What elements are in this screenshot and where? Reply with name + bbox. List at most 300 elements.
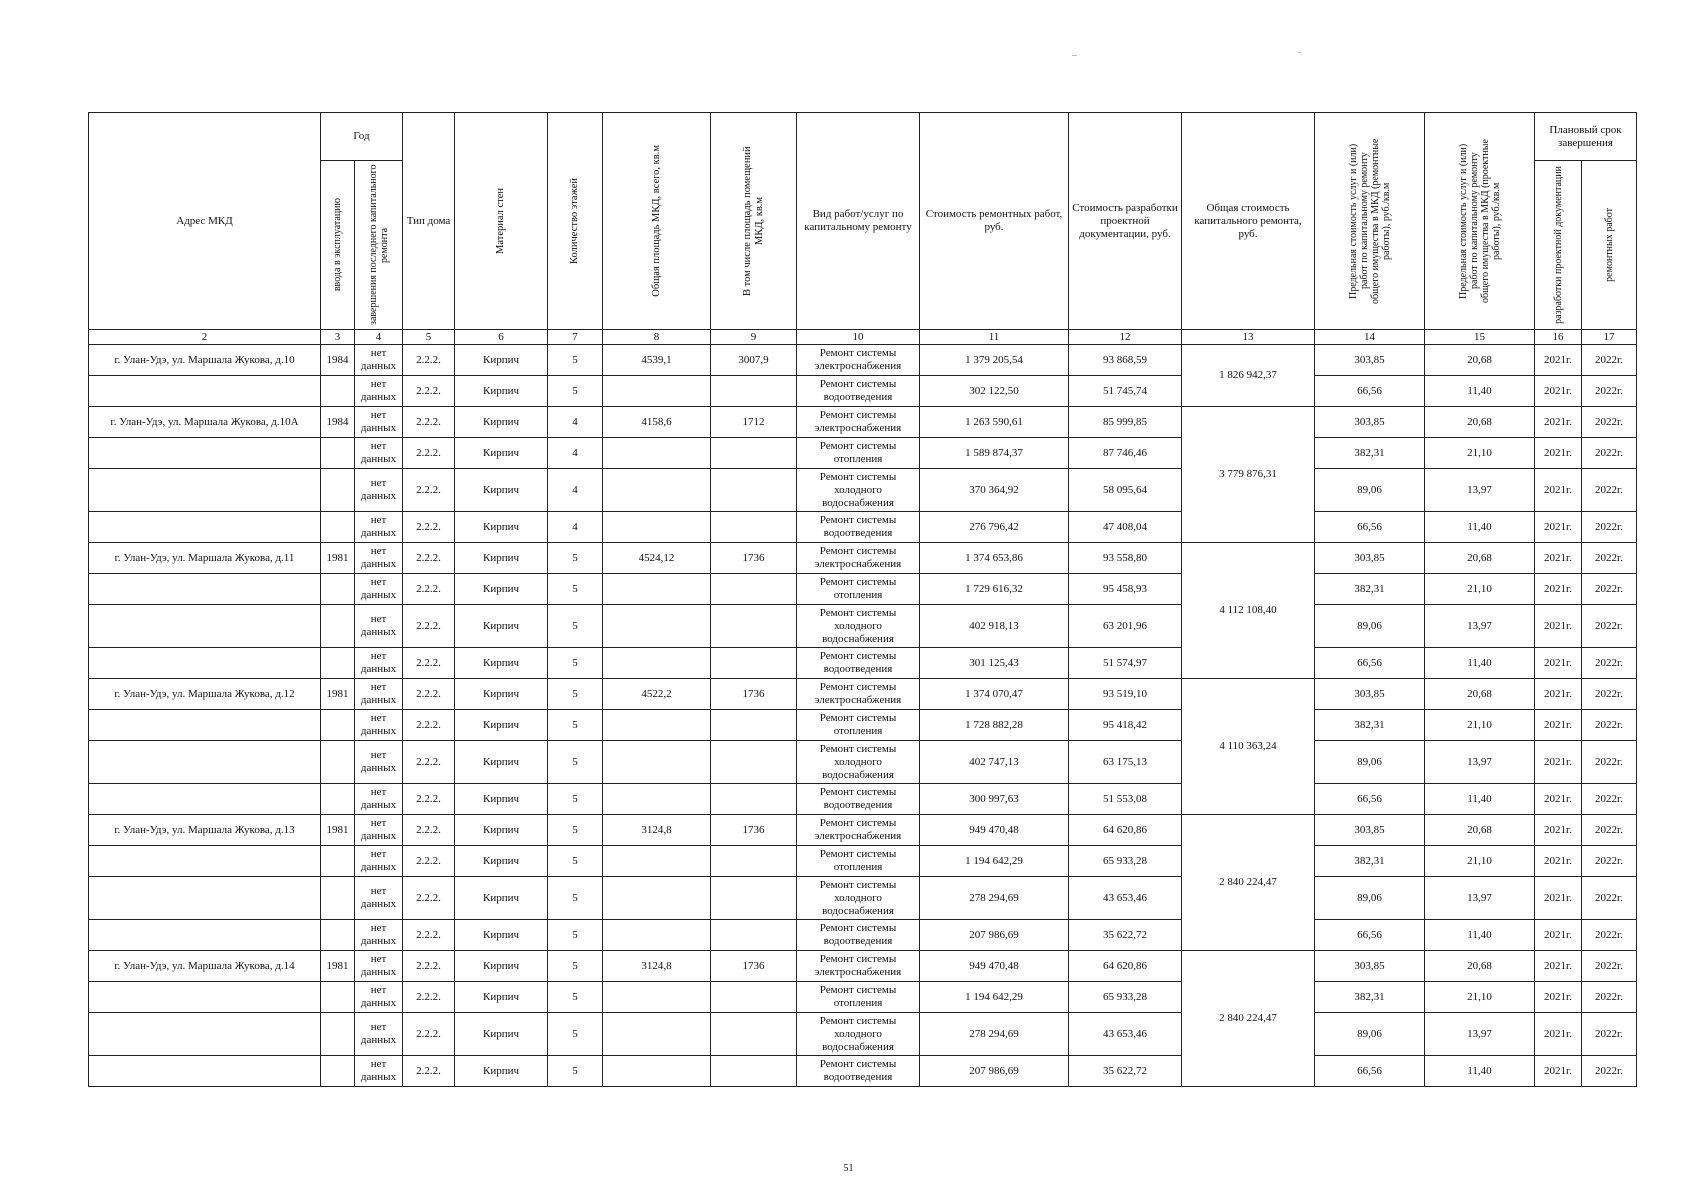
last-repair-cell: нет данных	[355, 543, 403, 574]
area-total-cell	[603, 846, 711, 877]
wall-material-cell: Кирпич	[455, 679, 548, 710]
limit-repair-cell: 66,56	[1315, 512, 1425, 543]
limit-project-cell: 11,40	[1425, 920, 1535, 951]
area-premises-cell	[711, 648, 797, 679]
area-premises-cell	[711, 574, 797, 605]
column-number: 7	[548, 330, 603, 345]
table-row	[89, 512, 1637, 543]
last-repair-cell: нет данных	[355, 1056, 403, 1087]
limit-repair-cell: 66,56	[1315, 920, 1425, 951]
area-total-cell	[603, 574, 711, 605]
deadline-project-cell: 2021г.	[1535, 846, 1582, 877]
work-type-cell: Ремонт системы отопления	[797, 438, 920, 469]
deadline-project-cell: 2021г.	[1535, 605, 1582, 648]
limit-project-cell: 13,97	[1425, 469, 1535, 512]
area-total-cell	[603, 877, 711, 920]
floors-cell: 5	[548, 605, 603, 648]
project-cost-cell: 35 622,72	[1069, 920, 1182, 951]
project-cost-cell: 93 868,59	[1069, 345, 1182, 376]
limit-repair-cell: 66,56	[1315, 1056, 1425, 1087]
table-row	[89, 679, 1637, 710]
area-total-cell: 4158,6	[603, 407, 711, 438]
area-total-cell	[603, 438, 711, 469]
deadline-project-cell: 2021г.	[1535, 1056, 1582, 1087]
area-total-cell	[603, 1013, 711, 1056]
column-number: 16	[1535, 330, 1582, 345]
deadline-repair-cell: 2022г.	[1582, 648, 1637, 679]
deadline-repair-cell: 2022г.	[1582, 741, 1637, 784]
deadline-repair-cell: 2022г.	[1582, 512, 1637, 543]
area-total-cell: 4524,12	[603, 543, 711, 574]
year-built-cell	[321, 741, 355, 784]
deadline-project-cell: 2021г.	[1535, 920, 1582, 951]
house-type-cell: 2.2.2.	[403, 512, 455, 543]
repair-cost-cell: 949 470,48	[920, 815, 1069, 846]
repair-register-table	[88, 112, 1637, 1087]
address-cell	[89, 512, 321, 543]
deadline-project-cell: 2021г.	[1535, 438, 1582, 469]
address-cell: г. Улан-Удэ, ул. Маршала Жукова, д.10А	[89, 407, 321, 438]
area-total-cell	[603, 512, 711, 543]
last-repair-cell: нет данных	[355, 815, 403, 846]
last-repair-cell: нет данных	[355, 345, 403, 376]
table-row	[89, 951, 1637, 982]
year-built-cell	[321, 1013, 355, 1056]
wall-material-cell: Кирпич	[455, 741, 548, 784]
total-cost-cell: 4 112 108,40	[1182, 543, 1315, 679]
deadline-project-cell: 2021г.	[1535, 345, 1582, 376]
deadline-repair-cell: 2022г.	[1582, 846, 1637, 877]
limit-project-cell: 20,68	[1425, 679, 1535, 710]
house-type-cell: 2.2.2.	[403, 1013, 455, 1056]
wall-material-cell: Кирпич	[455, 574, 548, 605]
repair-cost-cell: 1 379 205,54	[920, 345, 1069, 376]
address-cell	[89, 741, 321, 784]
work-type-cell: Ремонт системы отопления	[797, 574, 920, 605]
header-work-type: Вид работ/услуг по капитальному ремонту	[797, 113, 920, 330]
deadline-repair-cell: 2022г.	[1582, 469, 1637, 512]
address-cell: г. Улан-Удэ, ул. Маршала Жукова, д.11	[89, 543, 321, 574]
table-row	[89, 846, 1637, 877]
deadline-repair-cell: 2022г.	[1582, 982, 1637, 1013]
area-total-cell	[603, 376, 711, 407]
table-row	[89, 469, 1637, 512]
house-type-cell: 2.2.2.	[403, 846, 455, 877]
table-row	[89, 920, 1637, 951]
deadline-repair-cell: 2022г.	[1582, 574, 1637, 605]
house-type-cell: 2.2.2.	[403, 815, 455, 846]
limit-project-cell: 20,68	[1425, 951, 1535, 982]
wall-material-cell: Кирпич	[455, 982, 548, 1013]
wall-material-cell: Кирпич	[455, 815, 548, 846]
column-number: 14	[1315, 330, 1425, 345]
year-built-cell	[321, 877, 355, 920]
repair-cost-cell: 402 747,13	[920, 741, 1069, 784]
column-number: 15	[1425, 330, 1535, 345]
repair-cost-cell: 1 589 874,37	[920, 438, 1069, 469]
work-type-cell: Ремонт системы электроснабжения	[797, 815, 920, 846]
repair-cost-cell: 1 374 653,86	[920, 543, 1069, 574]
floors-cell: 5	[548, 710, 603, 741]
floors-cell: 5	[548, 574, 603, 605]
house-type-cell: 2.2.2.	[403, 982, 455, 1013]
last-repair-cell: нет данных	[355, 438, 403, 469]
deadline-project-cell: 2021г.	[1535, 376, 1582, 407]
repair-cost-cell: 402 918,13	[920, 605, 1069, 648]
area-total-cell	[603, 982, 711, 1013]
year-built-cell: 1981	[321, 543, 355, 574]
area-total-cell: 3124,8	[603, 951, 711, 982]
wall-material-cell: Кирпич	[455, 710, 548, 741]
header-address: Адрес МКД	[89, 113, 321, 330]
floors-cell: 5	[548, 920, 603, 951]
column-number: 11	[920, 330, 1069, 345]
last-repair-cell: нет данных	[355, 710, 403, 741]
wall-material-cell: Кирпич	[455, 877, 548, 920]
limit-repair-cell: 303,85	[1315, 543, 1425, 574]
area-total-cell: 3124,8	[603, 815, 711, 846]
wall-material-cell: Кирпич	[455, 376, 548, 407]
year-built-cell	[321, 438, 355, 469]
column-number: 9	[711, 330, 797, 345]
area-total-cell	[603, 648, 711, 679]
repair-cost-cell: 276 796,42	[920, 512, 1069, 543]
project-cost-cell: 63 201,96	[1069, 605, 1182, 648]
house-type-cell: 2.2.2.	[403, 407, 455, 438]
floors-cell: 5	[548, 815, 603, 846]
project-cost-cell: 85 999,85	[1069, 407, 1182, 438]
header-repair-cost: Стоимость ремонтных работ, руб.	[920, 113, 1069, 330]
project-cost-cell: 51 553,08	[1069, 784, 1182, 815]
last-repair-cell: нет данных	[355, 574, 403, 605]
floors-cell: 5	[548, 846, 603, 877]
area-premises-cell	[711, 741, 797, 784]
limit-repair-cell: 66,56	[1315, 784, 1425, 815]
area-total-cell	[603, 469, 711, 512]
year-built-cell	[321, 469, 355, 512]
limit-repair-cell: 89,06	[1315, 605, 1425, 648]
address-cell	[89, 574, 321, 605]
table-row	[89, 710, 1637, 741]
table-row	[89, 605, 1637, 648]
deadline-project-cell: 2021г.	[1535, 784, 1582, 815]
repair-cost-cell: 278 294,69	[920, 877, 1069, 920]
area-total-cell	[603, 784, 711, 815]
house-type-cell: 2.2.2.	[403, 574, 455, 605]
wall-material-cell: Кирпич	[455, 1056, 548, 1087]
area-premises-cell	[711, 784, 797, 815]
floors-cell: 5	[548, 376, 603, 407]
floors-cell: 5	[548, 784, 603, 815]
floors-cell: 4	[548, 469, 603, 512]
house-type-cell: 2.2.2.	[403, 469, 455, 512]
limit-project-cell: 11,40	[1425, 376, 1535, 407]
last-repair-cell: нет данных	[355, 679, 403, 710]
deadline-repair-cell: 2022г.	[1582, 877, 1637, 920]
address-cell	[89, 469, 321, 512]
header-floors-text: Количество этажей	[569, 178, 580, 264]
header-area-premises-text: В том числе площадь помещений МКД, кв.м	[741, 146, 765, 296]
work-type-cell: Ремонт системы водоотведения	[797, 1056, 920, 1087]
project-cost-cell: 43 653,46	[1069, 877, 1182, 920]
last-repair-cell: нет данных	[355, 512, 403, 543]
limit-project-cell: 13,97	[1425, 1013, 1535, 1056]
limit-repair-cell: 89,06	[1315, 1013, 1425, 1056]
deadline-repair-cell: 2022г.	[1582, 710, 1637, 741]
wall-material-cell: Кирпич	[455, 605, 548, 648]
address-cell	[89, 1056, 321, 1087]
deadline-project-cell: 2021г.	[1535, 407, 1582, 438]
header-wall-material	[455, 113, 548, 330]
column-number: 13	[1182, 330, 1315, 345]
floors-cell: 5	[548, 679, 603, 710]
limit-repair-cell: 303,85	[1315, 679, 1425, 710]
repair-cost-cell: 1 194 642,29	[920, 846, 1069, 877]
year-built-cell	[321, 605, 355, 648]
deadline-project-cell: 2021г.	[1535, 815, 1582, 846]
year-built-cell: 1984	[321, 345, 355, 376]
header-total-cost: Общая стоимость капитального ремонта, руб.	[1182, 113, 1315, 330]
table-row	[89, 345, 1637, 376]
area-premises-cell	[711, 438, 797, 469]
house-type-cell: 2.2.2.	[403, 648, 455, 679]
limit-repair-cell: 303,85	[1315, 407, 1425, 438]
total-cost-cell: 3 779 876,31	[1182, 407, 1315, 543]
last-repair-cell: нет данных	[355, 605, 403, 648]
wall-material-cell: Кирпич	[455, 543, 548, 574]
limit-project-cell: 21,10	[1425, 710, 1535, 741]
address-cell	[89, 1013, 321, 1056]
address-cell	[89, 648, 321, 679]
area-premises-cell	[711, 376, 797, 407]
area-premises-cell	[711, 605, 797, 648]
repair-cost-cell: 300 997,63	[920, 784, 1069, 815]
floors-cell: 4	[548, 438, 603, 469]
address-cell	[89, 376, 321, 407]
header-deadline-repair-text: ремонтных работ	[1603, 208, 1615, 282]
wall-material-cell: Кирпич	[455, 407, 548, 438]
limit-project-cell: 21,10	[1425, 438, 1535, 469]
limit-project-cell: 13,97	[1425, 877, 1535, 920]
wall-material-cell: Кирпич	[455, 846, 548, 877]
area-premises-cell: 1736	[711, 951, 797, 982]
wall-material-cell: Кирпич	[455, 512, 548, 543]
repair-cost-cell: 949 470,48	[920, 951, 1069, 982]
deadline-project-cell: 2021г.	[1535, 982, 1582, 1013]
table-row	[89, 407, 1637, 438]
project-cost-cell: 65 933,28	[1069, 846, 1182, 877]
column-number-row	[89, 330, 1637, 345]
year-built-cell	[321, 710, 355, 741]
last-repair-cell: нет данных	[355, 469, 403, 512]
deadline-project-cell: 2021г.	[1535, 1013, 1582, 1056]
limit-project-cell: 11,40	[1425, 1056, 1535, 1087]
area-premises-cell: 1736	[711, 543, 797, 574]
area-premises-cell	[711, 1056, 797, 1087]
house-type-cell: 2.2.2.	[403, 438, 455, 469]
year-built-cell: 1984	[321, 407, 355, 438]
year-built-cell: 1981	[321, 951, 355, 982]
project-cost-cell: 51 574,97	[1069, 648, 1182, 679]
address-cell	[89, 846, 321, 877]
year-built-cell	[321, 920, 355, 951]
repair-cost-cell: 302 122,50	[920, 376, 1069, 407]
last-repair-cell: нет данных	[355, 1013, 403, 1056]
deadline-project-cell: 2021г.	[1535, 877, 1582, 920]
address-cell	[89, 784, 321, 815]
year-built-cell: 1981	[321, 815, 355, 846]
project-cost-cell: 58 095,64	[1069, 469, 1182, 512]
last-repair-cell: нет данных	[355, 846, 403, 877]
wall-material-cell: Кирпич	[455, 469, 548, 512]
deadline-repair-cell: 2022г.	[1582, 345, 1637, 376]
last-repair-cell: нет данных	[355, 648, 403, 679]
deadline-repair-cell: 2022г.	[1582, 951, 1637, 982]
floors-cell: 5	[548, 951, 603, 982]
project-cost-cell: 87 746,46	[1069, 438, 1182, 469]
work-type-cell: Ремонт системы холодного водоснабжения	[797, 741, 920, 784]
limit-repair-cell: 382,31	[1315, 438, 1425, 469]
deadline-repair-cell: 2022г.	[1582, 407, 1637, 438]
header-year-commissioning	[321, 161, 355, 330]
header-area-total	[603, 113, 711, 330]
total-cost-cell: 2 840 224,47	[1182, 815, 1315, 951]
limit-project-cell: 21,10	[1425, 846, 1535, 877]
last-repair-cell: нет данных	[355, 951, 403, 982]
column-number: 5	[403, 330, 455, 345]
deadline-project-cell: 2021г.	[1535, 679, 1582, 710]
address-cell	[89, 982, 321, 1013]
project-cost-cell: 51 745,74	[1069, 376, 1182, 407]
area-premises-cell	[711, 920, 797, 951]
year-built-cell	[321, 376, 355, 407]
last-repair-cell: нет данных	[355, 877, 403, 920]
project-cost-cell: 93 519,10	[1069, 679, 1182, 710]
table-row	[89, 648, 1637, 679]
project-cost-cell: 47 408,04	[1069, 512, 1182, 543]
house-type-cell: 2.2.2.	[403, 679, 455, 710]
table-row	[89, 438, 1637, 469]
area-premises-cell: 1736	[711, 815, 797, 846]
project-cost-cell: 43 653,46	[1069, 1013, 1182, 1056]
work-type-cell: Ремонт системы отопления	[797, 710, 920, 741]
last-repair-cell: нет данных	[355, 982, 403, 1013]
header-year: Год	[321, 113, 403, 161]
header-wall-material-text: Материал стен	[495, 188, 506, 254]
table-row	[89, 574, 1637, 605]
year-built-cell	[321, 982, 355, 1013]
deadline-project-cell: 2021г.	[1535, 648, 1582, 679]
repair-cost-cell: 207 986,69	[920, 920, 1069, 951]
area-total-cell: 4539,1	[603, 345, 711, 376]
page-number: 51	[843, 1163, 854, 1174]
limit-repair-cell: 382,31	[1315, 574, 1425, 605]
column-number: 2	[89, 330, 321, 345]
wall-material-cell: Кирпич	[455, 784, 548, 815]
table-row	[89, 741, 1637, 784]
total-cost-cell: 2 840 224,47	[1182, 951, 1315, 1087]
deadline-project-cell: 2021г.	[1535, 543, 1582, 574]
floors-cell: 5	[548, 741, 603, 784]
column-number: 6	[455, 330, 548, 345]
floors-cell: 5	[548, 1056, 603, 1087]
floors-cell: 4	[548, 512, 603, 543]
header-house-type: Тип дома	[403, 113, 455, 330]
wall-material-cell: Кирпич	[455, 345, 548, 376]
house-type-cell: 2.2.2.	[403, 543, 455, 574]
year-built-cell	[321, 648, 355, 679]
wall-material-cell: Кирпич	[455, 1013, 548, 1056]
address-cell: г. Улан-Удэ, ул. Маршала Жукова, д.10	[89, 345, 321, 376]
limit-repair-cell: 382,31	[1315, 846, 1425, 877]
work-type-cell: Ремонт системы электроснабжения	[797, 951, 920, 982]
deadline-project-cell: 2021г.	[1535, 512, 1582, 543]
limit-project-cell: 21,10	[1425, 982, 1535, 1013]
limit-repair-cell: 66,56	[1315, 648, 1425, 679]
repair-cost-cell: 278 294,69	[920, 1013, 1069, 1056]
column-number: 12	[1069, 330, 1182, 345]
area-premises-cell: 1712	[711, 407, 797, 438]
last-repair-cell: нет данных	[355, 784, 403, 815]
table-row	[89, 982, 1637, 1013]
repair-cost-cell: 1 194 642,29	[920, 982, 1069, 1013]
deadline-repair-cell: 2022г.	[1582, 376, 1637, 407]
limit-project-cell: 21,10	[1425, 574, 1535, 605]
repair-cost-cell: 1 729 616,32	[920, 574, 1069, 605]
limit-repair-cell: 303,85	[1315, 951, 1425, 982]
table-row	[89, 543, 1637, 574]
limit-project-cell: 20,68	[1425, 815, 1535, 846]
house-type-cell: 2.2.2.	[403, 784, 455, 815]
work-type-cell: Ремонт системы электроснабжения	[797, 543, 920, 574]
house-type-cell: 2.2.2.	[403, 877, 455, 920]
table-row	[89, 1056, 1637, 1087]
repair-cost-cell: 301 125,43	[920, 648, 1069, 679]
limit-project-cell: 20,68	[1425, 543, 1535, 574]
last-repair-cell: нет данных	[355, 376, 403, 407]
limit-project-cell: 13,97	[1425, 741, 1535, 784]
deadline-repair-cell: 2022г.	[1582, 815, 1637, 846]
wall-material-cell: Кирпич	[455, 951, 548, 982]
house-type-cell: 2.2.2.	[403, 345, 455, 376]
deadline-repair-cell: 2022г.	[1582, 1056, 1637, 1087]
address-cell	[89, 920, 321, 951]
address-cell	[89, 438, 321, 469]
work-type-cell: Ремонт системы холодного водоснабжения	[797, 877, 920, 920]
work-type-cell: Ремонт системы холодного водоснабжения	[797, 469, 920, 512]
last-repair-cell: нет данных	[355, 741, 403, 784]
house-type-cell: 2.2.2.	[403, 951, 455, 982]
floors-cell: 5	[548, 345, 603, 376]
area-premises-cell	[711, 1013, 797, 1056]
work-type-cell: Ремонт системы водоотведения	[797, 648, 920, 679]
limit-repair-cell: 303,85	[1315, 345, 1425, 376]
repair-cost-cell: 1 374 070,47	[920, 679, 1069, 710]
limit-repair-cell: 89,06	[1315, 877, 1425, 920]
work-type-cell: Ремонт системы электроснабжения	[797, 345, 920, 376]
header-year-last-repair-text: завершения последнего капитального ремонта	[367, 164, 390, 326]
repair-cost-cell: 1 263 590,61	[920, 407, 1069, 438]
wall-material-cell: Кирпич	[455, 920, 548, 951]
floors-cell: 5	[548, 543, 603, 574]
total-cost-cell: 1 826 942,37	[1182, 345, 1315, 407]
table-row	[89, 815, 1637, 846]
floors-cell: 5	[548, 1013, 603, 1056]
floors-cell: 4	[548, 407, 603, 438]
deadline-project-cell: 2021г.	[1535, 741, 1582, 784]
wall-material-cell: Кирпич	[455, 648, 548, 679]
year-built-cell: 1981	[321, 679, 355, 710]
